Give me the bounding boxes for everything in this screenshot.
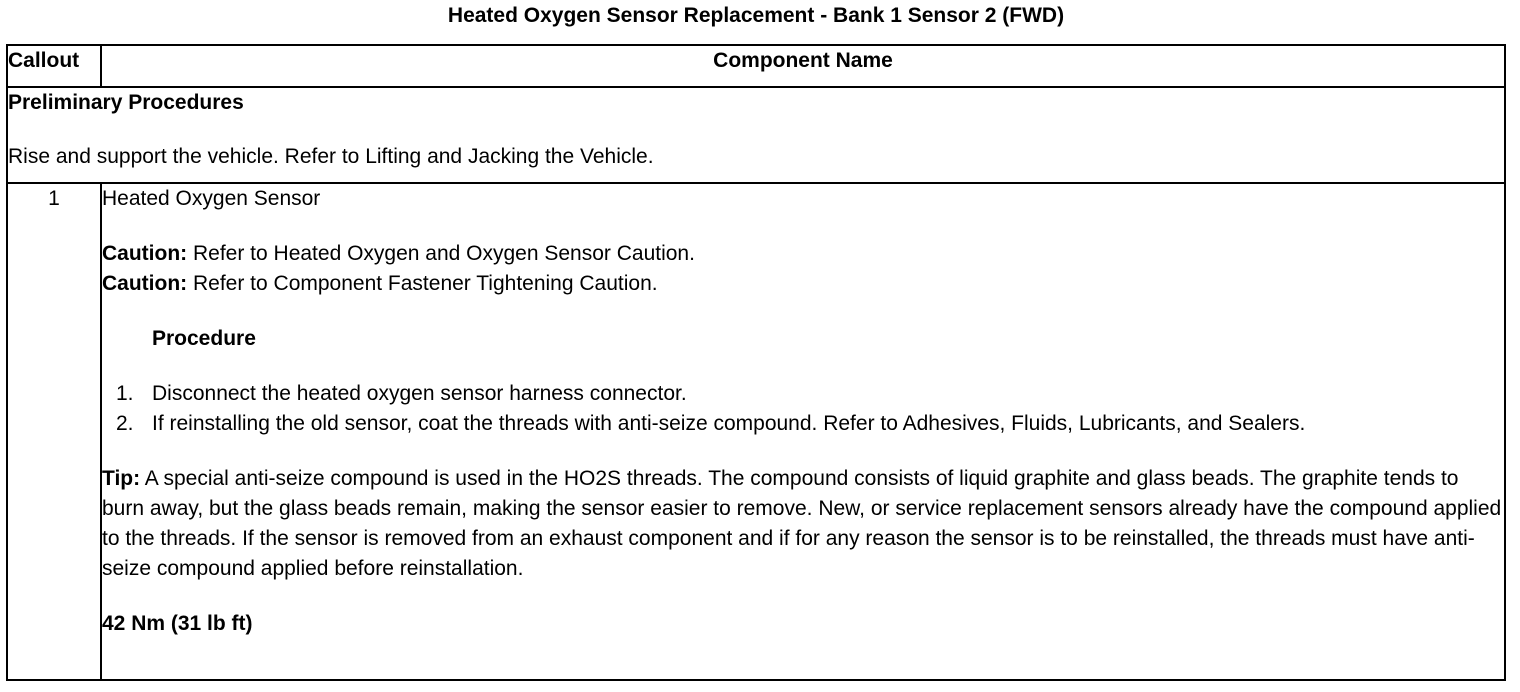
preliminary-heading: Preliminary Procedures bbox=[8, 91, 244, 114]
caution-list bbox=[102, 239, 1504, 299]
component-cell bbox=[101, 183, 1505, 680]
step-number: 1. bbox=[116, 382, 134, 405]
document-title: Heated Oxygen Sensor Replacement - Bank 1 Sensor 2 (FWD) bbox=[447, 4, 1065, 27]
header-callout: Callout bbox=[7, 45, 101, 87]
preliminary-cell bbox=[7, 87, 1505, 183]
tip-note bbox=[102, 464, 1504, 584]
caution-item bbox=[102, 239, 1504, 269]
caution-label: Caution: bbox=[102, 242, 188, 265]
caution-text: Refer to Component Fastener Tightening Caution. bbox=[187, 272, 658, 295]
preliminary-row bbox=[7, 87, 1505, 183]
table-header-row bbox=[7, 45, 1505, 87]
step-number: 2. bbox=[116, 412, 134, 435]
step-text: If reinstalling the old sensor, coat the threads with anti-seize compound. Refer to Adhesives, Fluids, Lubricants, and Sealers. bbox=[152, 412, 1306, 435]
caution-label: Caution: bbox=[102, 272, 188, 295]
procedure-step bbox=[102, 409, 1504, 439]
tip-text: A special anti-seize compound is used in the HO2S threads. The compound consists of liquid graphite and glass beads. The graphite tends to burn away, but the glass beads remain, making the sensor easier to remove. New, or service replacement sensors already have the compound applied to the threads. If the sensor is removed from an exhaust component and if for any reason the sensor is to be reinstalled, the threads must have anti-seize compound applied before reinstallation. bbox=[102, 467, 1502, 580]
torque-spec: 42 Nm (31 lb ft) bbox=[102, 612, 253, 635]
procedure-table bbox=[6, 44, 1506, 681]
procedure-step bbox=[102, 379, 1504, 409]
step-text: Disconnect the heated oxygen sensor harness connector. bbox=[152, 382, 687, 405]
tip-label: Tip: bbox=[102, 467, 141, 490]
caution-text: Refer to Heated Oxygen and Oxygen Sensor Caution. bbox=[187, 242, 695, 265]
caution-item bbox=[102, 269, 1504, 299]
preliminary-text: Rise and support the vehicle. Refer to Lifting and Jacking the Vehicle. bbox=[8, 145, 654, 168]
component-name: Heated Oxygen Sensor bbox=[102, 187, 321, 210]
procedure-steps bbox=[102, 379, 1504, 439]
procedure-heading: Procedure bbox=[152, 327, 256, 350]
header-component-name: Component Name bbox=[101, 45, 1505, 87]
table-row bbox=[7, 183, 1505, 680]
callout-number: 1 bbox=[7, 183, 101, 680]
